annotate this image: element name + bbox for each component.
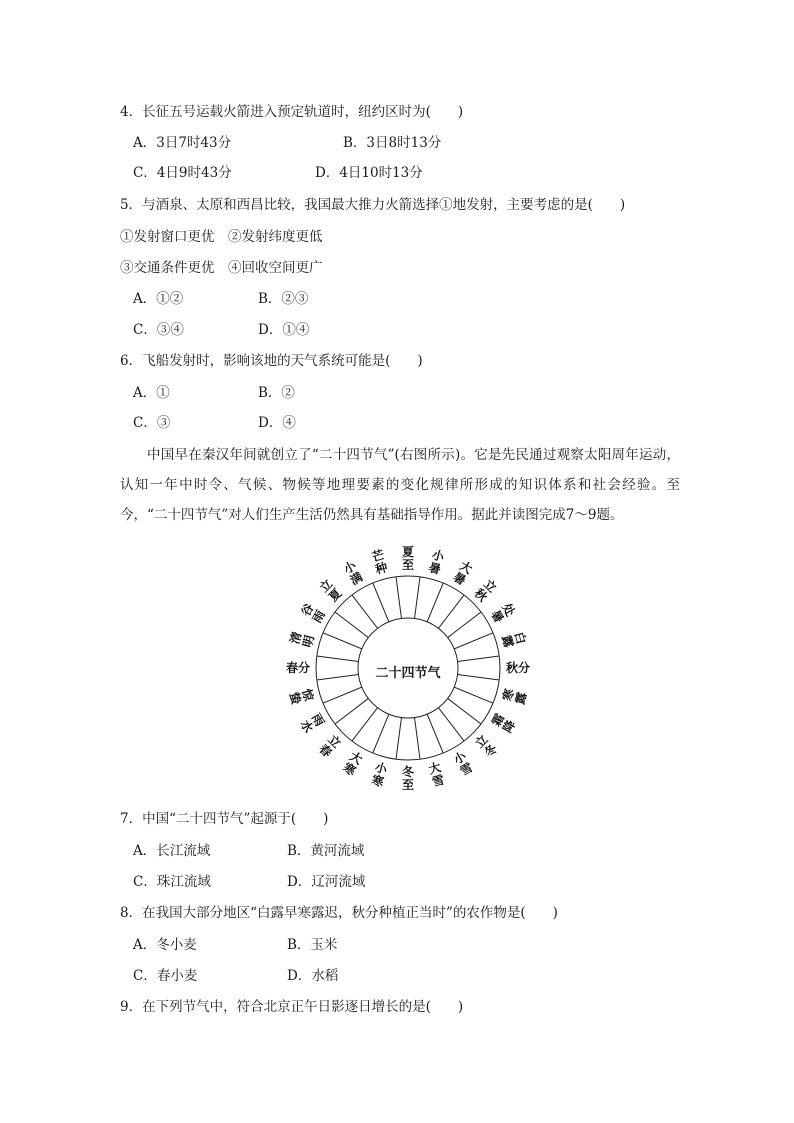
solar-term-text: 小暑 <box>427 547 446 577</box>
question-4-option-a: A．3日7时43分 <box>133 135 232 151</box>
question-7-stem: 7．中国“二十四节气”起源于( ) <box>120 811 329 827</box>
solar-term-text: 霜降 <box>488 711 519 736</box>
solar-term-label <box>370 760 390 789</box>
solar-term-text: 处暑 <box>488 601 518 626</box>
question-6-option-c: C．③ <box>133 415 171 431</box>
question-5-stem: 5．与酒泉、太原和西昌比较，我国最大推力火箭选择①地发射，主要考虑的是( ) <box>120 197 626 213</box>
solar-term-label <box>488 711 518 735</box>
solar-term-text: 白露 <box>499 630 529 649</box>
question-6-stem: 6．飞船发射时，影响该地的天气系统可能是( ) <box>120 353 423 369</box>
solar-term-label <box>298 601 328 625</box>
question-4-option-c: C．4日9时43分 <box>133 165 232 181</box>
question-5-option-a: A．①② <box>133 291 184 307</box>
question-4-option-d: D．4日10时13分 <box>315 165 423 181</box>
sector-divider <box>454 687 493 703</box>
solar-term-label <box>499 630 529 649</box>
question-6-option-b: B．② <box>258 385 295 401</box>
question-5-statement-1: ①发射窗口更优 ②发射纬度更低 <box>120 229 323 245</box>
solar-term-label <box>488 600 519 625</box>
sector-divider <box>373 583 389 622</box>
sector-divider <box>448 698 481 724</box>
solar-term-text: 大雪 <box>427 760 446 790</box>
sector-divider <box>323 687 362 703</box>
sector-divider <box>352 708 378 741</box>
solar-term-text: 立夏 <box>316 576 345 605</box>
question-7-option-c: C．珠江流域 <box>133 874 211 890</box>
solar-term-label <box>402 544 414 572</box>
solar-term-label <box>451 749 476 779</box>
sector-divider <box>396 718 401 760</box>
solar-term-text: 大寒 <box>340 748 365 779</box>
solar-term-label <box>341 748 365 778</box>
solar-term-label <box>505 660 530 675</box>
solar-term-text: 小雪 <box>451 748 476 779</box>
solar-terms-diagram <box>276 540 540 804</box>
sector-divider <box>373 714 389 753</box>
sector-divider <box>317 675 359 680</box>
question-7-option-d: D．辽河流域 <box>287 874 366 890</box>
question-8-option-b: B．玉米 <box>287 937 338 953</box>
question-8-option-c: C．春小麦 <box>133 968 198 984</box>
solar-term-text: 冬至 <box>401 765 415 792</box>
question-4-stem: 4．长征五号运载火箭进入预定轨道时，纽约区时为( ) <box>120 104 464 120</box>
solar-term-label <box>472 731 501 760</box>
solar-term-label <box>471 575 500 604</box>
solar-term-label <box>287 687 317 707</box>
sector-divider <box>438 708 464 741</box>
question-8-option-a: A．冬小麦 <box>133 937 197 953</box>
sector-divider <box>415 577 420 619</box>
question-6-option-d: D．④ <box>258 415 296 431</box>
solar-term-text: 秋分 <box>505 661 531 675</box>
sector-divider <box>335 698 368 724</box>
sector-divider <box>438 595 464 628</box>
question-7-option-a: A．长江流域 <box>133 843 211 859</box>
sector-divider <box>427 714 443 753</box>
question-9-stem: 9．在下列节气中，符合北京正午日影逐日增长的是( ) <box>120 999 464 1015</box>
question-5-statement-2: ③交通条件更优 ④回收空间更广 <box>120 260 323 276</box>
question-5-option-c: C．③④ <box>133 322 184 338</box>
solar-term-label <box>298 711 328 735</box>
solar-term-text: 小满 <box>341 558 366 588</box>
sector-divider <box>458 675 500 680</box>
sector-divider <box>458 656 500 661</box>
question-8-stem: 8．在我国大部分地区“白露早寒露迟，秋分种植正当时”的农作物是( ) <box>120 905 558 921</box>
solar-term-label <box>287 630 317 649</box>
solar-term-text: 谷雨 <box>298 601 328 626</box>
solar-term-text: 芒种 <box>370 547 389 577</box>
solar-term-text: 惊蛰 <box>286 687 316 706</box>
solar-term-text: 立秋 <box>471 576 500 605</box>
question-4-option-b: B．3日8时13分 <box>343 135 442 151</box>
solar-term-text: 寒露 <box>500 687 530 706</box>
solar-term-label <box>316 732 344 760</box>
question-6-option-a: A．① <box>133 385 170 401</box>
solar-term-label <box>402 764 415 792</box>
solar-term-label <box>341 558 366 588</box>
sector-divider <box>317 656 359 661</box>
question-5-option-b: B．②③ <box>258 291 309 307</box>
solar-term-text: 立春 <box>316 732 344 760</box>
sector-divider <box>415 718 420 760</box>
solar-term-text: 立冬 <box>472 732 500 760</box>
reading-passage: 中国早在秦汉年间就创立了“二十四节气”(右图所示)。它是先民通过观察太阳周年运动，认知一年中时令、气候、物候等地理要素的变化规律所形成的知识体系和社会经验。至今，“二十四节气”对人们生产生活仍然具有基础指导作用。据此并读图完成7～9题。 <box>120 447 680 523</box>
solar-term-label <box>369 547 389 577</box>
sector-divider <box>396 577 401 619</box>
question-8-option-d: D．水稻 <box>287 968 339 984</box>
solar-term-text: 春分 <box>285 661 311 675</box>
solar-term-text: 雨水 <box>297 711 328 736</box>
solar-term-text: 小寒 <box>370 760 389 790</box>
question-7-option-b: B．黄河流域 <box>287 843 365 859</box>
sector-divider <box>335 612 368 638</box>
solar-term-label <box>316 576 344 604</box>
solar-term-label <box>499 687 529 706</box>
sector-divider <box>427 583 443 622</box>
diagram-center-label: 二十四节气 <box>375 666 441 681</box>
solar-term-text: 夏至 <box>401 545 415 572</box>
question-5-option-d: D．①④ <box>258 322 310 338</box>
solar-term-label <box>427 548 447 577</box>
solar-term-label <box>286 660 310 675</box>
solar-term-text: 清明 <box>287 630 317 649</box>
sector-divider <box>448 612 481 638</box>
sector-divider <box>323 633 362 649</box>
sector-divider <box>352 595 378 628</box>
solar-term-label <box>427 759 446 789</box>
solar-term-text: 大暑 <box>450 558 475 588</box>
solar-term-label <box>451 558 475 588</box>
sector-divider <box>454 633 493 649</box>
